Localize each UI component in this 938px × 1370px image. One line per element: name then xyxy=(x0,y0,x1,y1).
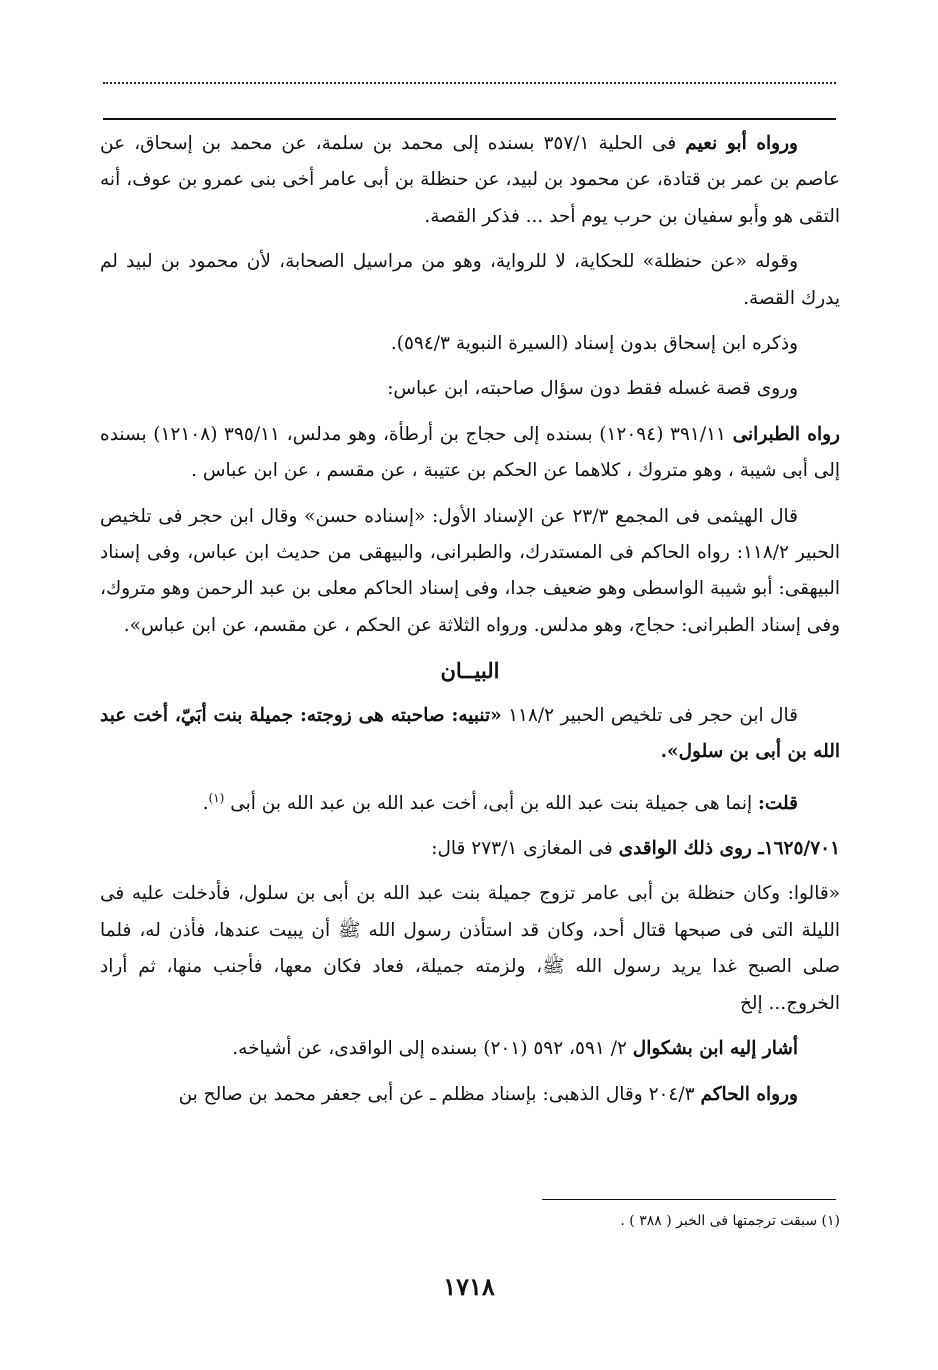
bold-lead: أشار إليه ابن بشكوال xyxy=(632,1038,798,1060)
paragraph xyxy=(100,1031,840,1067)
paragraph-text: قال ابن حجر فى تلخيص الحبير ١١٨/٢ xyxy=(501,704,798,726)
paragraph-end: . xyxy=(202,792,209,814)
page-number: ١٧١٨ xyxy=(443,1272,495,1301)
bold-lead: ورواه الحاكم xyxy=(700,1083,798,1105)
paragraph: وروى قصة غسله فقط دون سؤال صاحبته، ابن عباس: xyxy=(387,378,798,400)
bold-lead: رواه الطبرانى xyxy=(732,423,840,445)
paragraph: وقوله «عن حنظلة» للحكاية، لا للرواية، وهو من مراسيل الصحابة، لأن محمود بن لبيد لم يدرك القصة. xyxy=(100,251,840,309)
paragraph xyxy=(100,1077,840,1113)
paragraph: وذكره ابن إسحاق بدون إسناد (السيرة النبوية ٥٩٤/٣). xyxy=(390,333,798,355)
header-rule xyxy=(103,118,836,120)
section-heading: البيــان xyxy=(440,658,500,684)
main-text xyxy=(100,126,840,1122)
paragraph xyxy=(100,126,840,235)
paragraph xyxy=(100,417,840,490)
paragraph-text: فى الحلية ٣٥٧/١ بسنده إلى محمد بن سلمة، عن محمد بن إسحاق، عن عاصم بن عمر بن قتادة، عن محمود بن لبيد، عن حنظلة بن أبى عامر أخى بنى عمرو بن عوف، أنه التقى هو وأبو سفيان بن حرب يوم أحد ... فذكر القصة. xyxy=(100,133,840,227)
paragraph-text: فى المغازى ٢٧٣/١ قال: xyxy=(431,838,619,860)
paragraph-text: ٢٠٤/٣ وقال الذهبى: بإسناد مظلم ـ عن أبى جعفر محمد بن صالح بن xyxy=(178,1083,701,1105)
bold-lead: ورواه أبو نعيم xyxy=(685,133,798,154)
paragraph xyxy=(100,698,840,771)
paragraph xyxy=(100,831,840,867)
footnote-rule xyxy=(542,1199,836,1200)
paragraph: قال الهيثمى فى المجمع ٢٣/٣ عن الإسناد الأول: «إسناده حسن» وقال ابن حجر فى تلخيص الحبير ١١٨/٢: رواه الحاكم فى المستدرك، والطبرانى، والبيهقى من حديث ابن عباس، وفى إسناد البيهقى: أبو شيبة الواسطى وهو ضعيف جدا، وفى إسناد الحاكم معلى بن عبد الرحمن وهو متروك، وفى إسناد الطبرانى: حجاج، وهو مدلس. ورواه الثلاثة عن الحكم ، عن مقسم، عن ابن عباس». xyxy=(100,505,840,636)
paragraph: «قالوا: وكان حنظلة بن أبى عامر تزوج جميلة بنت عبد الله بن أبى بن سلول، فأدخلت عليه فى الليلة التى فى صبحها قتال أحد، وكان قد استأذن رسول الله ﷺ أن يبيت عندها، فأذن له، فلما صلى الصبح غدا يريد رسول الله ﷺ، ولزمته جميلة، فعاد فكان معها، فأجنب منها، ثم أراد الخروج... إلخ xyxy=(100,883,840,1014)
bold-lead: ١٦٢٥/٧٠١ـ روى ذلك الواقدى xyxy=(618,838,840,860)
footnote-marker: (١) xyxy=(208,790,225,805)
bold-quote: «تنبيه: صاحبته هى زوجته: جميلة بنت أبَيّ، أخت عبد الله بن أبى بن سلول». xyxy=(100,704,840,763)
paragraph xyxy=(100,780,840,823)
paragraph-text: إنما هى جميلة بنت عبد الله بن أبى، أخت عبد الله بن عبد الله بن أبى xyxy=(230,792,759,814)
paragraph-text: ٢/ ٥٩١، ٥٩٢ (٢٠١) بسنده إلى الواقدى، عن أشياخه. xyxy=(232,1038,633,1060)
footnote: (١) سبقت ترجمتها فى الخبر ( ٣٨٨ ) . xyxy=(620,1213,840,1229)
bold-lead: قلت: xyxy=(758,792,798,814)
dotted-header-rule xyxy=(103,82,836,84)
paragraph-text: ٣٩١/١١ (١٢٠٩٤) بسنده إلى حجاج بن أرطأة، وهو مدلس، ٣٩٥/١١ (١٢١٠٨) بسنده إلى أبى شيبة ، وهو متروك ، كلاهما عن الحكم بن عتيبة ، عن مقسم ، عن ابن عباس . xyxy=(100,423,840,482)
